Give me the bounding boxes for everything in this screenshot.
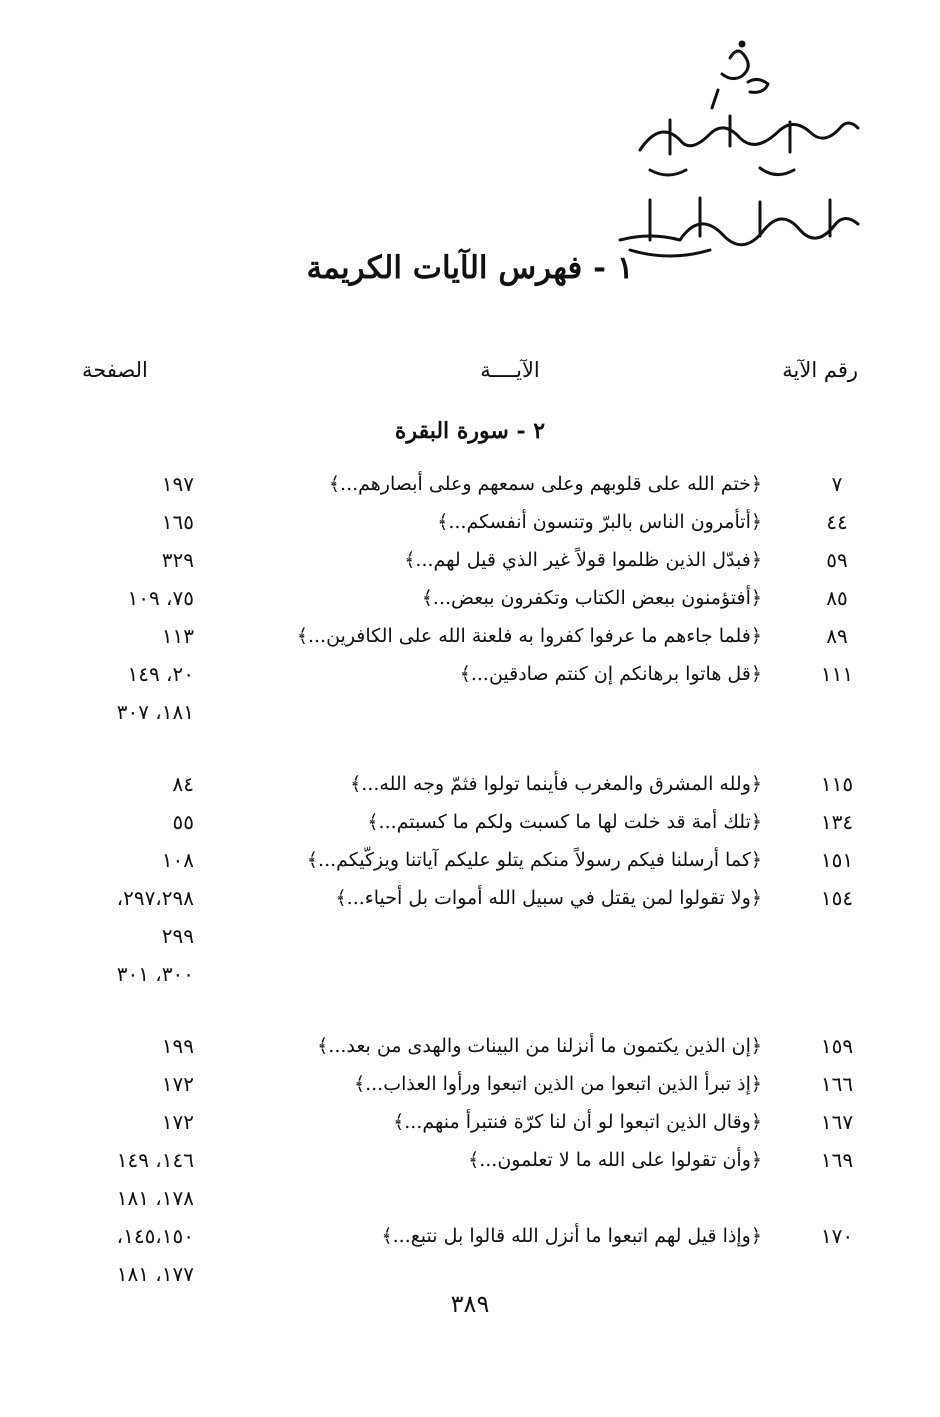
table-row: [0, 1179, 940, 1217]
ayah-number: ٥٩: [826, 548, 848, 572]
ayah-text: ﴿فلما جاءهم ما عرفوا كفروا به فلعنة الله على الكافرين...﴾: [296, 625, 762, 647]
ayah-number: ٨٩: [826, 624, 848, 648]
table-row: [0, 1217, 940, 1255]
ayah-text: ﴿تلك أمة قد خلت لها ما كسبت ولكم ما كسبتم...﴾: [367, 811, 762, 833]
ayah-text: ﴿فبدّل الذين ظلموا قولاً غير الذي قيل لهم...﴾: [404, 549, 762, 571]
table-row: [0, 1027, 940, 1065]
ayah-number: ١٥٤: [820, 886, 854, 910]
page-refs: ٥٥: [172, 810, 194, 834]
page-number: ٣٨٩: [450, 1290, 490, 1318]
page-refs: ١٤٦، ١٤٩: [116, 1148, 194, 1172]
page-refs: ٢٠، ١٤٩: [127, 662, 194, 686]
table-row: [0, 655, 940, 693]
table-row: [0, 841, 940, 879]
table-row: [0, 541, 940, 579]
table-row: [0, 693, 940, 731]
page-refs: ١٧٧، ١٨١: [116, 1262, 194, 1286]
table-row: [0, 803, 940, 841]
page-refs: ١٨١، ٣٠٧: [116, 700, 194, 724]
ayah-text: ﴿ولله المشرق والمغرب فأينما تولوا فثمّ وجه الله...﴾: [350, 773, 762, 795]
index-table: [0, 465, 940, 1293]
ayah-number: ١٥٩: [820, 1034, 854, 1058]
page-refs: ١٤٥،١٥٠،: [116, 1224, 194, 1248]
ayah-number: ١١٥: [820, 772, 854, 796]
ayah-text: ﴿وإذا قيل لهم اتبعوا ما أنزل الله قالوا بل نتبع...﴾: [381, 1225, 762, 1247]
table-row: [0, 617, 940, 655]
ayah-number: ٧: [831, 472, 843, 496]
ayah-text: ﴿إن الذين يكتمون ما أنزلنا من البينات والهدى من بعد...﴾: [317, 1035, 762, 1057]
page-refs: ٢٩٩: [161, 924, 194, 948]
table-row: [0, 465, 940, 503]
ayah-text: ﴿إذ تبرأ الذين اتبعوا من الذين اتبعوا ورأوا العذاب...﴾: [353, 1073, 762, 1095]
ayah-text: ﴿أفتؤمنون ببعض الكتاب وتكفرون ببعض...﴾: [421, 587, 762, 609]
page-refs: ٣٠٠، ٣٠١: [116, 962, 194, 986]
page-refs: ١٦٥: [161, 510, 194, 534]
table-row: [0, 879, 940, 917]
header-page: الصفحة: [82, 358, 148, 382]
ayah-number: ٤٤: [826, 510, 848, 534]
table-row: [0, 765, 940, 803]
ayah-text: ﴿ختم الله على قلوبهم وعلى سمعهم وعلى أبصارهم...﴾: [328, 473, 762, 495]
ayah-text: ﴿أتأمرون الناس بالبرّ وتنسون أنفسكم...﴾: [437, 511, 762, 533]
ayah-number: ١١١: [820, 662, 854, 686]
page-refs: ١٩٩: [161, 1034, 194, 1058]
ayah-text: ﴿وأن تقولوا على الله ما لا تعلمون...﴾: [468, 1149, 762, 1171]
table-row: [0, 579, 940, 617]
ayah-text: ﴿قل هاتوا برهانكم إن كنتم صادقين...﴾: [459, 663, 762, 685]
ayah-text: ﴿ولا تقولوا لمن يقتل في سبيل الله أموات بل أحياء...﴾: [335, 887, 762, 909]
ayah-number: ١٧٠: [820, 1224, 854, 1248]
ayah-number: ١٦٩: [820, 1148, 854, 1172]
page-refs: ٨٤: [172, 772, 194, 796]
handwritten-stamp: [610, 30, 870, 260]
table-row: [0, 1065, 940, 1103]
table-row: [0, 917, 940, 955]
page-refs: ٧٥، ١٠٩: [127, 586, 194, 610]
page-refs: ١١٣: [161, 624, 194, 648]
header-ayah-number: رقم الآية: [782, 358, 858, 382]
page-refs: ١٧٨، ١٨١: [116, 1186, 194, 1210]
ayah-text: ﴿كما أرسلنا فيكم رسولاً منكم يتلو عليكم آياتنا ويزكّيكم...﴾: [306, 849, 762, 871]
table-row-spacer: [0, 731, 940, 765]
page-refs: ١٩٧: [161, 472, 194, 496]
page-title: ١ - فهرس الآيات الكريمة: [306, 250, 634, 286]
ayah-number: ٨٥: [826, 586, 848, 610]
calligraphy-signature-icon: [610, 30, 870, 260]
header-ayah: الآيــــة: [480, 358, 540, 382]
table-row-spacer: [0, 993, 940, 1027]
ayah-number: ١٥١: [820, 848, 854, 872]
page-refs: ١٠٨: [161, 848, 194, 872]
table-row: [0, 1103, 940, 1141]
table-row: [0, 503, 940, 541]
table-row: [0, 1255, 940, 1293]
table-row: [0, 955, 940, 993]
surah-heading: ٢ - سورة البقرة: [394, 418, 546, 444]
page-refs: ١٧٢: [161, 1072, 194, 1096]
ayah-number: ١٦٧: [820, 1110, 854, 1134]
page-refs: ٣٢٩: [161, 548, 194, 572]
table-row: [0, 1141, 940, 1179]
ayah-text: ﴿وقال الذين اتبعوا لو أن لنا كرّة فنتبرأ منهم...﴾: [393, 1111, 762, 1133]
ayah-number: ١٣٤: [820, 810, 854, 834]
ayah-number: ١٦٦: [820, 1072, 854, 1096]
page-refs: ١٧٢: [161, 1110, 194, 1134]
page-refs: ٢٩٧،٢٩٨،: [116, 886, 194, 910]
